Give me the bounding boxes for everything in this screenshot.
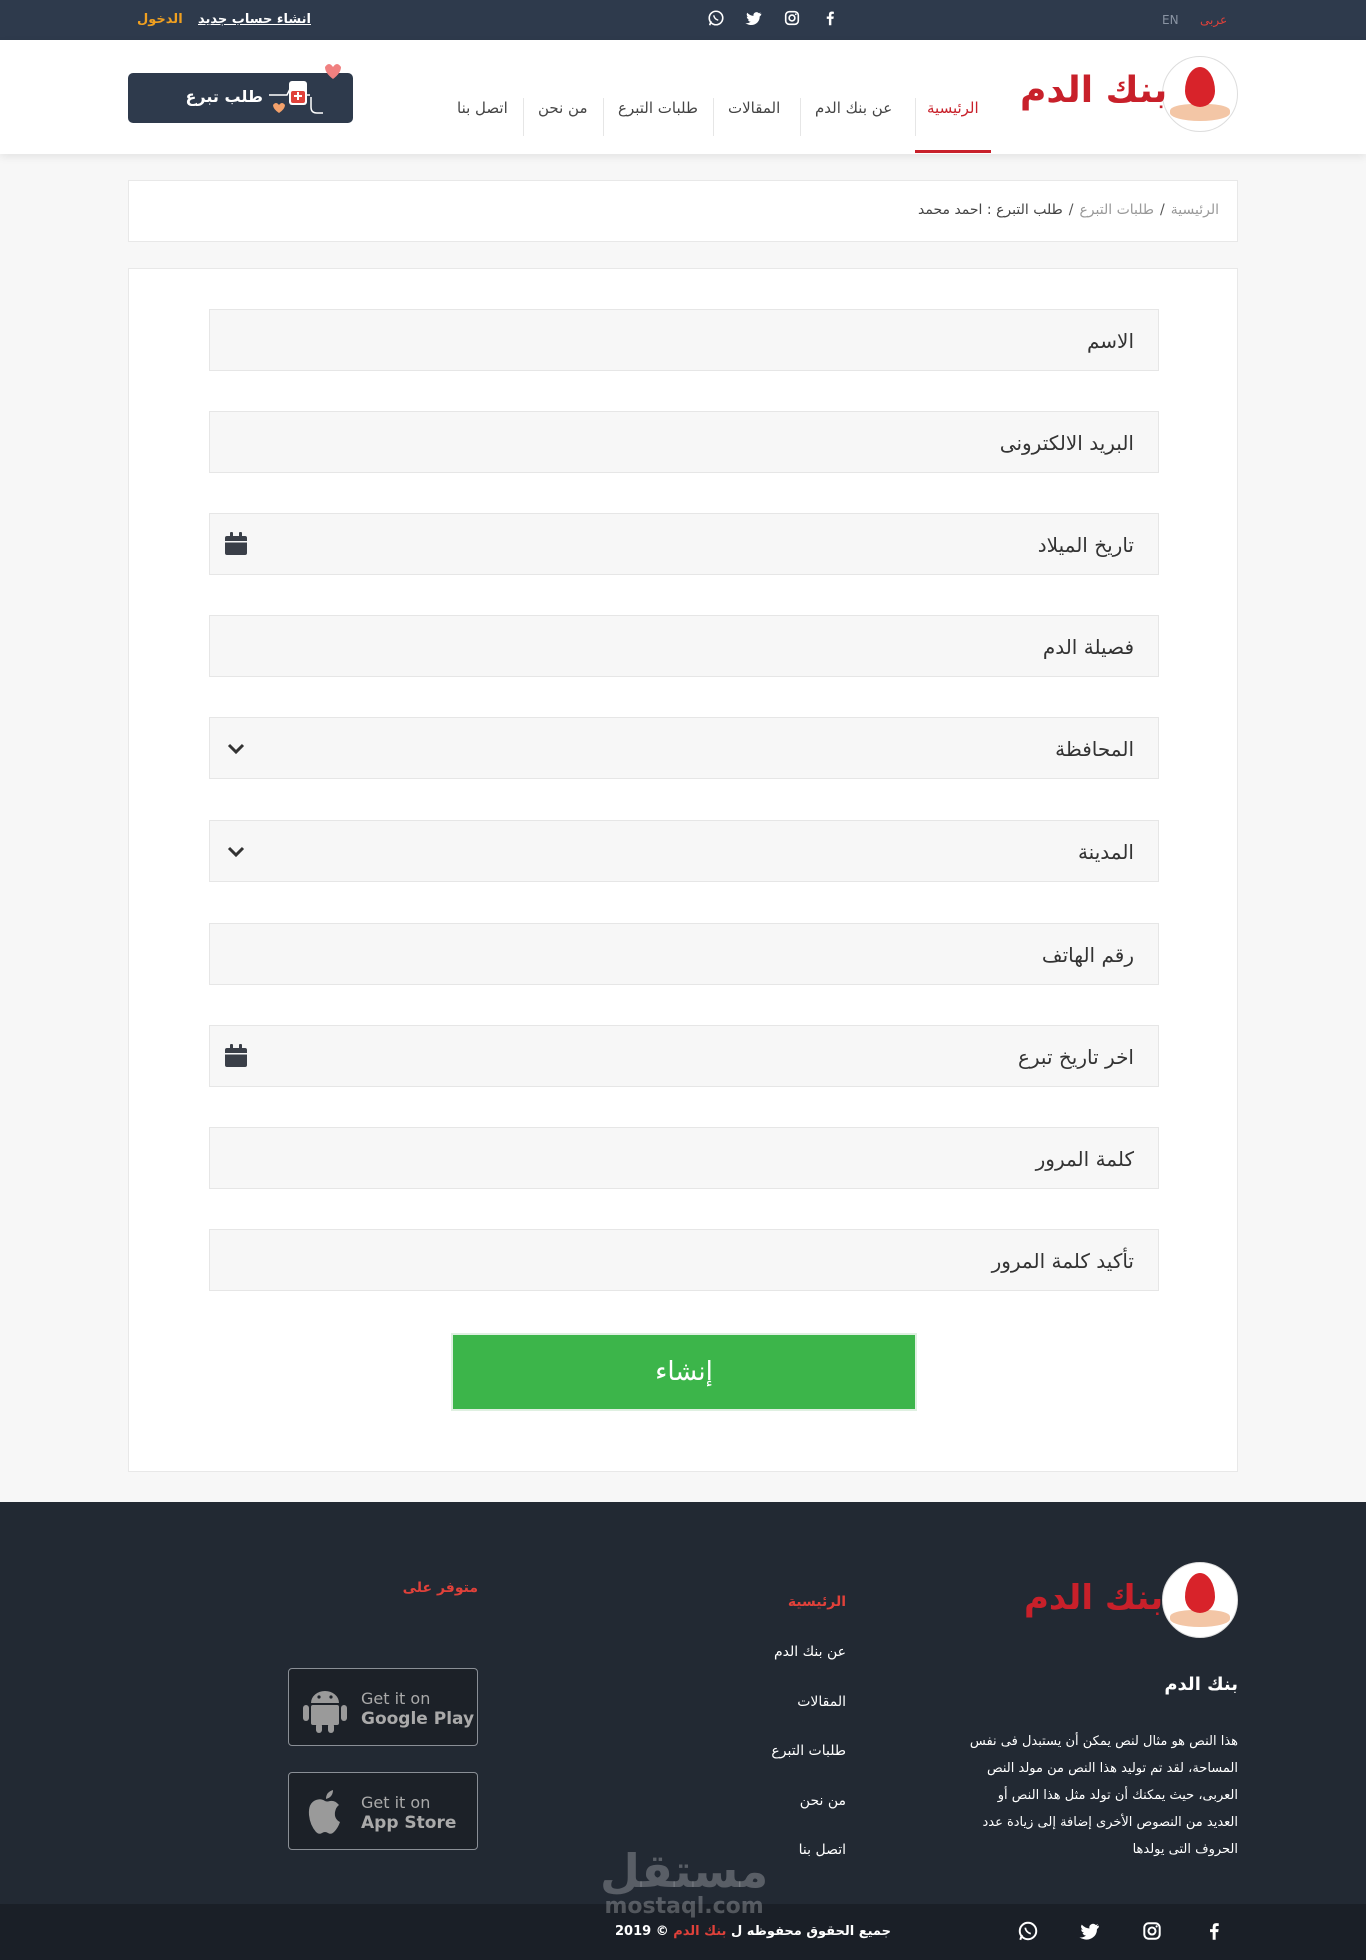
breadcrumb	[128, 180, 1238, 242]
name-field[interactable]	[209, 309, 1159, 371]
confirm-password-placeholder: تأكيد كلمة المرور	[991, 1249, 1134, 1273]
language-arabic-link[interactable]: عربى	[1200, 13, 1228, 27]
phone-placeholder: رقم الهاتف	[1041, 943, 1134, 967]
footer-link-articles[interactable]: المقالات	[797, 1694, 846, 1710]
last-donation-placeholder: اخر تاريخ تبرع	[1017, 1045, 1134, 1069]
footer-logo-icon[interactable]	[1162, 1562, 1238, 1638]
copyright-brand: بنك الدم	[673, 1924, 727, 1939]
password-field[interactable]	[209, 1127, 1159, 1189]
calendar-icon[interactable]	[222, 1042, 250, 1070]
blood-type-field[interactable]	[209, 615, 1159, 677]
footer-link-donation-requests[interactable]: طلبات التبرع	[771, 1743, 846, 1759]
calendar-icon[interactable]	[222, 530, 250, 558]
main-nav	[440, 80, 1015, 154]
footer-link-about-us[interactable]: من نحن	[799, 1793, 846, 1809]
nav-item-donation-requests[interactable]: طلبات التبرع	[618, 99, 698, 117]
top-social-icons	[705, 9, 841, 31]
blood-bag-icon	[267, 61, 345, 119]
birthdate-field[interactable]	[209, 513, 1159, 575]
copyright-prefix: جميع الحقوق محفوظه ل	[730, 1924, 892, 1939]
password-placeholder: كلمة المرور	[1035, 1147, 1134, 1171]
language-english-link[interactable]: EN	[1162, 13, 1179, 27]
facebook-icon[interactable]	[819, 9, 841, 31]
twitter-icon[interactable]	[743, 9, 765, 31]
logo-icon[interactable]	[1162, 56, 1238, 132]
nav-item-articles[interactable]: المقالات	[728, 99, 781, 117]
register-link[interactable]: انشاء حساب جديد	[198, 12, 311, 27]
android-icon	[299, 1681, 351, 1735]
nav-item-home[interactable]: الرئيسية	[927, 80, 979, 154]
instagram-icon[interactable]	[781, 9, 803, 31]
instagram-icon[interactable]	[1140, 1920, 1164, 1944]
chevron-down-icon[interactable]	[222, 734, 250, 762]
breadcrumb-donation-requests[interactable]: طلبات التبرع	[1079, 202, 1155, 218]
blood-type-placeholder: فصيلة الدم	[1042, 635, 1134, 659]
email-field[interactable]	[209, 411, 1159, 473]
app-store-line2: App Store	[361, 1813, 457, 1833]
footer-brand-name: بنك الدم	[1024, 1578, 1164, 1618]
governorate-placeholder: المحافظة	[1055, 737, 1134, 761]
breadcrumb-separator: /	[1160, 202, 1165, 218]
login-link[interactable]: الدخول	[137, 12, 183, 27]
facebook-icon[interactable]	[1202, 1920, 1226, 1944]
last-donation-date-field[interactable]	[209, 1025, 1159, 1087]
brand-name[interactable]: بنك الدم	[1020, 70, 1168, 111]
breadcrumb-current: طلب التبرع : احمد محمد	[918, 202, 1063, 218]
twitter-icon[interactable]	[1078, 1920, 1102, 1944]
footer-about-title: بنك الدم	[1164, 1674, 1238, 1695]
whatsapp-icon[interactable]	[1016, 1920, 1040, 1944]
create-button[interactable]: إنشاء	[451, 1333, 917, 1411]
top-bar	[0, 0, 1366, 40]
watermark-arabic: مستقل	[600, 1844, 769, 1898]
google-play-button[interactable]	[288, 1668, 478, 1746]
breadcrumb-separator: /	[1068, 202, 1074, 218]
chevron-down-icon[interactable]	[222, 837, 250, 865]
google-play-line1: Get it on	[361, 1689, 431, 1708]
governorate-select[interactable]	[209, 717, 1159, 779]
bottom-social-icons	[1016, 1920, 1226, 1944]
nav-item-about-bank[interactable]: عن بنك الدم	[815, 99, 893, 117]
available-on-title: متوفر على	[402, 1580, 478, 1596]
footer-about-text: هذا النص هو مثال لنص يمكن أن يستبدل فى نفس المساحة، لقد تم توليد هذا النص من مولد النص العربى، حيث يمكنك أن تولد مثل هذا النص أو العديد من النصوص الأخرى إضافة إلى زيادة عدد الحروف التى يولدها	[969, 1734, 1238, 1857]
app-store-line1: Get it on	[361, 1793, 431, 1812]
birthdate-placeholder: تاريخ الميلاد	[1037, 533, 1134, 557]
watermark-latin: mostaql.com	[604, 1894, 764, 1919]
app-store-button[interactable]	[288, 1772, 478, 1850]
city-select[interactable]	[209, 820, 1159, 882]
copyright-text	[615, 1924, 891, 1939]
copyright-year: © 2019	[615, 1924, 669, 1939]
name-placeholder: الاسم	[1086, 329, 1134, 353]
footer-link-about-bank[interactable]: عن بنك الدم	[773, 1644, 846, 1660]
request-donation-button[interactable]	[128, 73, 353, 123]
nav-item-contact[interactable]: اتصل بنا	[457, 99, 508, 117]
google-play-line2: Google Play	[361, 1709, 475, 1729]
watermark	[600, 1844, 769, 1919]
footer-link-home[interactable]: الرئيسية	[787, 1594, 846, 1610]
phone-field[interactable]	[209, 923, 1159, 985]
request-donation-label: طلب تبرع	[185, 87, 263, 106]
apple-icon	[299, 1785, 351, 1839]
nav-item-about-us[interactable]: من نحن	[538, 99, 588, 117]
email-placeholder: البريد الالكترونى	[999, 431, 1134, 455]
registration-form	[128, 268, 1238, 1472]
city-placeholder: المدينة	[1077, 840, 1134, 864]
footer-link-contact[interactable]: اتصل بنا	[798, 1842, 846, 1858]
breadcrumb-home[interactable]: الرئيسية	[1170, 202, 1219, 218]
confirm-password-field[interactable]	[209, 1229, 1159, 1291]
whatsapp-icon[interactable]	[705, 9, 727, 31]
